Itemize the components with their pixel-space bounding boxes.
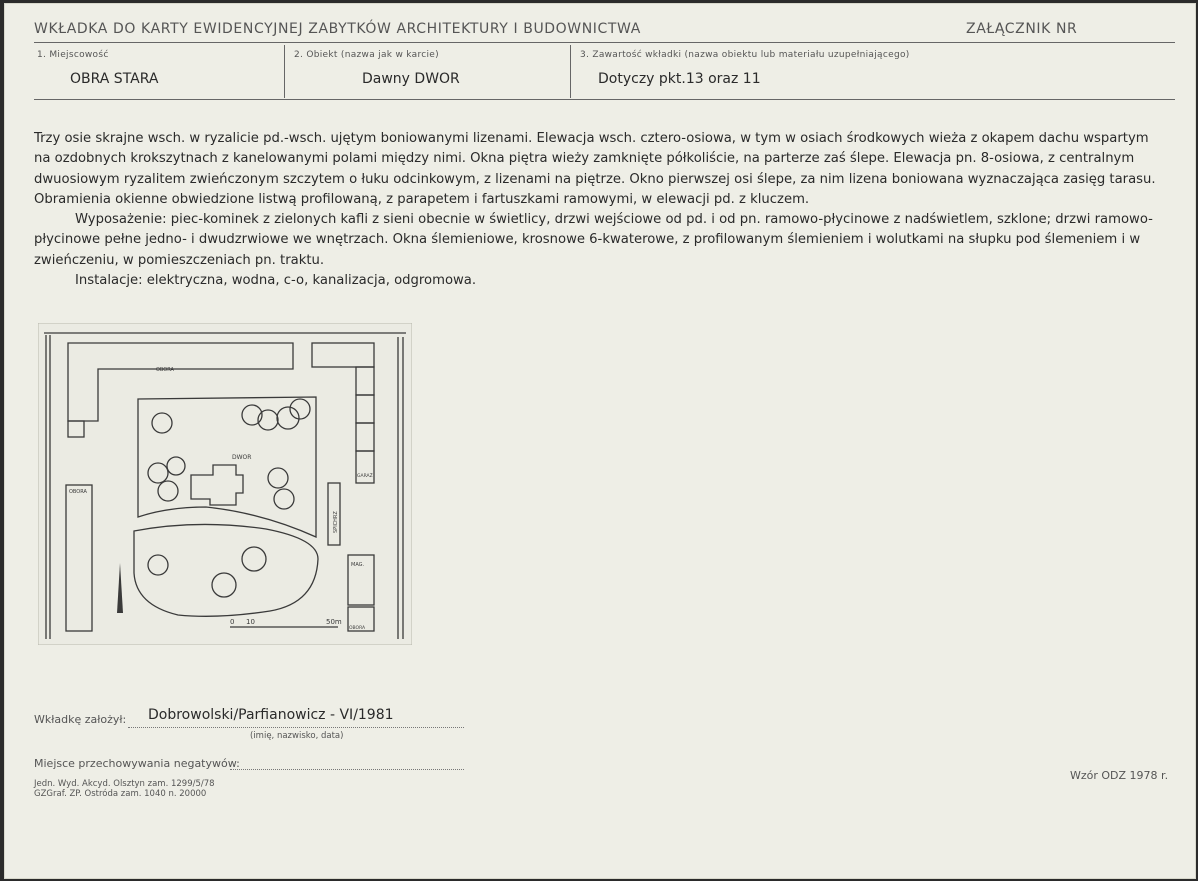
label-garaz: GARAŻ <box>357 474 373 479</box>
label-dwor: DWOR <box>232 454 252 461</box>
header-rule <box>34 42 1175 43</box>
form-title: WKŁADKA DO KARTY EWIDENCYJNEJ ZABYTKÓW ARCHITEKTURY I BUDOWNICTWA <box>34 21 641 37</box>
label-obora-bottom-right: OBORA <box>349 626 366 631</box>
field-1-value: OBRA STARA <box>70 71 159 87</box>
label-spichrz: SPICHRZ <box>333 511 339 533</box>
founded-value: Dobrowolski/Parfianowicz - VI/1981 <box>148 707 394 723</box>
founded-dotted-line <box>128 727 464 728</box>
scale-label-fifty: 50m <box>326 618 342 626</box>
storage-dotted-line <box>230 769 464 770</box>
field-3-label: 3. Zawartość wkładki (nazwa obiektu lub materiału uzupełniającego) <box>580 50 910 60</box>
description-paragraph: Trzy osie skrajne wsch. w ryzalicie pd.-wsch. ujętym boniowanymi lizenami. Elewacja wsch. cztero-osiowa, w tym w osiach środkowych wieża z okapem dachu wspartym na ozdobnych krokszytnach z kanelowanymi polami między nimi. Okna piętra wieży zamknięte półkoliście, na parterze zaś ślepe. Elewacja pn. 8-osiowa, z centralnym dwuosiowym ryzalitem zwieńczonym szczytem o łuku odcinkowym, z lizenami na piętrze. Okno pierwszej osi ślepe, za nim lizena boniowana wyznaczająca zasięg tarasu. Obramienia okienne obwiedzione listwą profilowaną, z parapetem i fartuszkami ramowymi, w elewacji pd. z kluczem. <box>34 131 1156 207</box>
scale-label-zero: 0 <box>230 618 235 626</box>
printer-info-line2: GZGraf. ZP. Ostróda zam. 1040 n. 20000 <box>34 789 207 799</box>
label-obora-left: OBORA <box>69 489 87 495</box>
installations-paragraph: Instalacje: elektryczna, wodna, c-o, kanalizacja, odgromowa. <box>75 273 477 289</box>
field-divider <box>284 45 285 98</box>
printer-info-line1: Jedn. Wyd. Akcyd. Olsztyn zam. 1299/5/78 <box>34 779 215 789</box>
storage-label: Miejsce przechowywania negatywów: <box>34 757 240 770</box>
description-text <box>34 129 1159 291</box>
founded-hint: (imię, nazwisko, data) <box>250 731 344 741</box>
fields-rule <box>34 99 1175 100</box>
field-2-label: 2. Obiekt (nazwa jak w karcie) <box>294 50 439 60</box>
founded-label: Wkładkę założył: <box>34 713 127 726</box>
label-obora-top: OBORA <box>156 367 174 373</box>
field-1-label: 1. Miejscowość <box>37 50 109 60</box>
model-label: Wzór ODZ 1978 r. <box>1070 769 1169 782</box>
field-divider <box>570 45 571 98</box>
annex-label: ZAŁĄCZNIK NR <box>966 21 1078 37</box>
site-plan-drawing <box>38 323 412 645</box>
label-mag: MAG. <box>351 562 365 568</box>
field-2-value: Dawny DWOR <box>362 71 460 87</box>
equipment-paragraph: Wyposażenie: piec-kominek z zielonych kafli z sieni obecnie w świetlicy, drzwi wejściowe od pd. i od pn. ramowo-płycinowe z nadświetlem, szklone; drzwi ramowo-płycinowe pełne jedno- i dwudzrwiowe we wnętrzach. Okna ślemieniowe, krosnowe 6-kwaterowe, z profilowanym ślemieniem i wolutkami na słupku pod ślemeniem i w zwieńczeniu, w pomieszczeniach pn. traktu. <box>34 212 1153 268</box>
record-card <box>4 3 1196 879</box>
field-3-value: Dotyczy pkt.13 oraz 11 <box>598 71 761 87</box>
scale-label-ten: 10 <box>246 618 255 626</box>
